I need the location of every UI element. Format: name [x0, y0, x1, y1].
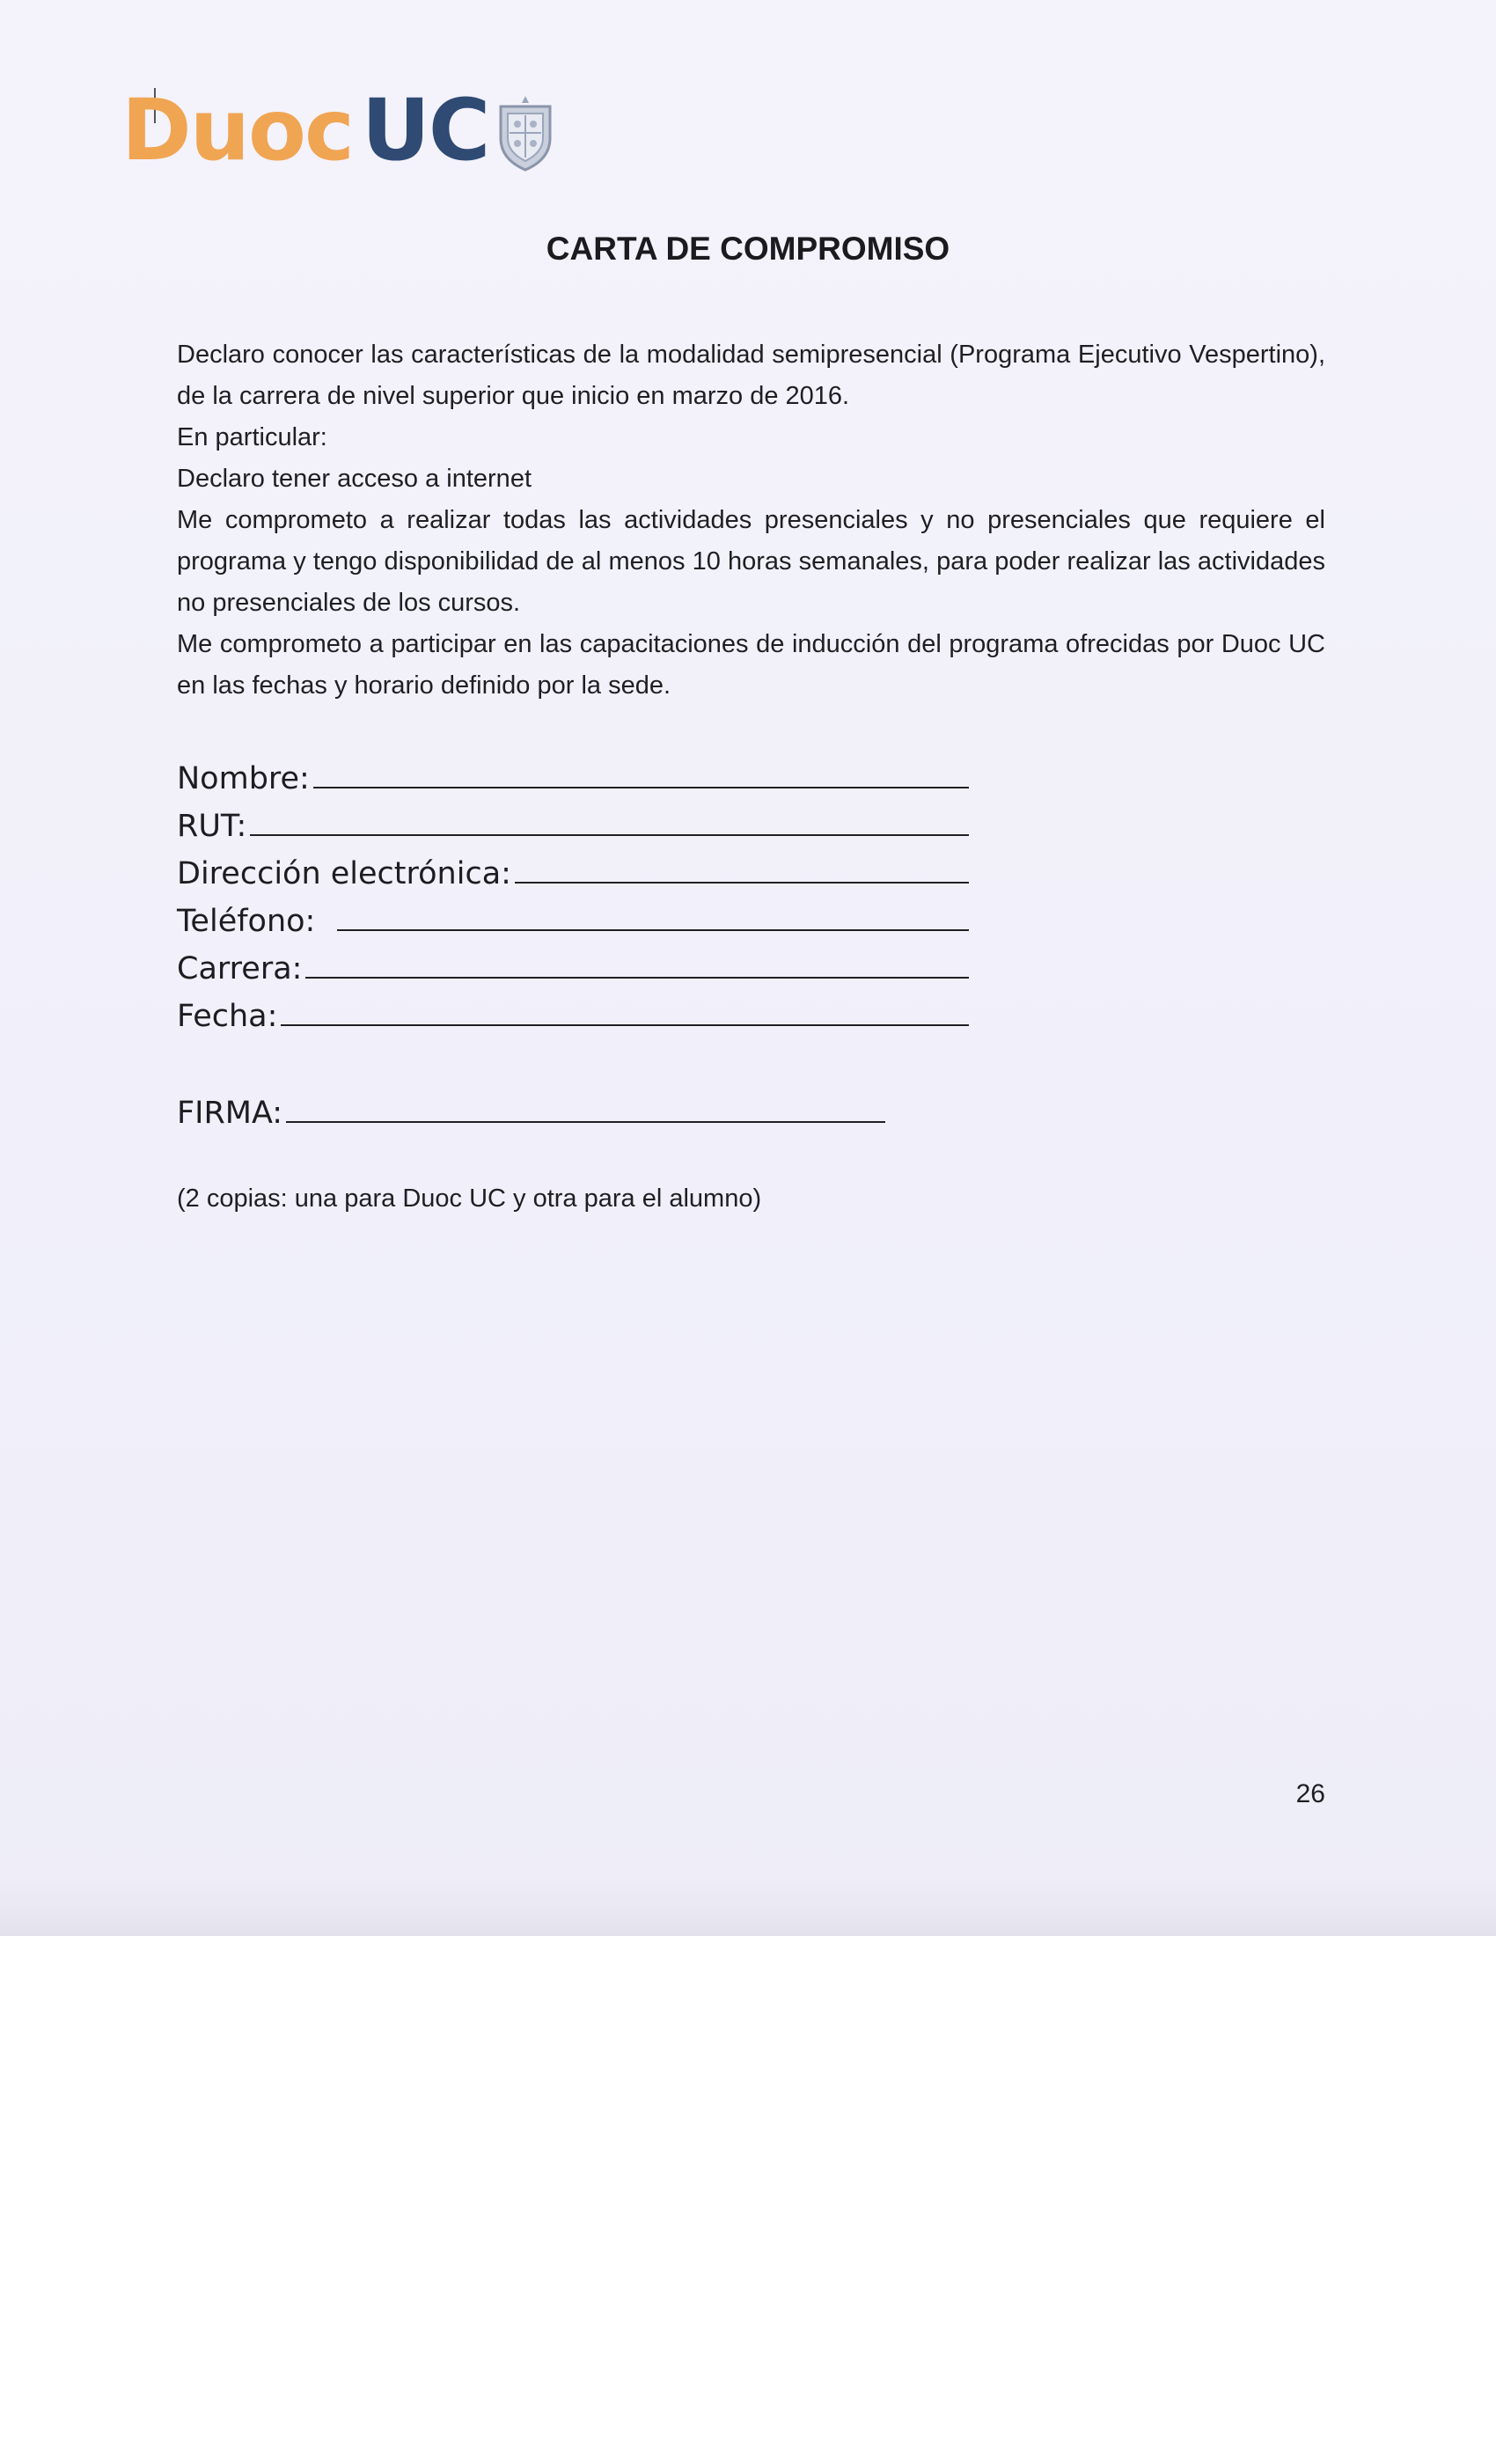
duoc-uc-logo [121, 77, 557, 183]
telefono-input-line[interactable] [337, 929, 969, 931]
field-email [177, 843, 969, 891]
paragraph-in-particular: En particular: [177, 423, 327, 451]
page-number: 26 [1295, 1779, 1325, 1808]
signature-field [177, 1082, 885, 1130]
paragraph-activities: Me comprometo a realizar todas las actividades presenciales y no presenciales que requiere el programa y tengo disponibilidad de al menos 10 horas semanales, para poder realizar las actividades no presenciales de los cursos. [177, 506, 1325, 617]
carrera-input-line[interactable] [305, 977, 969, 979]
paragraph-internet: Declaro tener acceso a internet [177, 465, 532, 493]
field-label: RUT: [177, 808, 247, 844]
commitment-text [177, 334, 1325, 707]
email-input-line[interactable] [515, 882, 969, 884]
fecha-input-line[interactable] [281, 1024, 969, 1026]
paragraph-induction: Me comprometo a participar en las capacitaciones de inducción del programa ofrecidas por Duoc UC en las fechas y horario definido por la sede. [177, 630, 1325, 700]
signature-label: FIRMA: [177, 1095, 283, 1131]
field-nombre [177, 748, 969, 796]
signature-input-line[interactable] [286, 1121, 885, 1123]
field-label: Nombre: [177, 760, 310, 796]
field-label: Dirección electrónica: [177, 855, 511, 891]
field-label: Fecha: [177, 998, 278, 1034]
scan-shadow [0, 1874, 1496, 1936]
field-rut [177, 796, 969, 843]
nombre-input-line[interactable] [313, 787, 969, 788]
university-seal-icon [494, 94, 557, 172]
copies-note: (2 copias: una para Duoc UC y otra para el alumno) [177, 1184, 762, 1213]
field-carrera [177, 938, 969, 986]
logo-word-duoc: Duoc [121, 81, 353, 180]
paragraph-declaration: Declaro conocer las características de la modalidad semipresencial (Programa Ejecutivo Vespertino), de la carrera de nivel superior que inicio en marzo de 2016. [177, 341, 1325, 410]
rut-input-line[interactable] [250, 834, 969, 836]
field-label: Teléfono: [177, 903, 326, 939]
logo-word-uc: UC [361, 81, 489, 180]
field-fecha [177, 986, 969, 1033]
blank-area [0, 1936, 1496, 2464]
document-title: CARTA DE COMPROMISO [546, 231, 950, 267]
field-label: Carrera: [177, 950, 303, 986]
field-telefono [177, 891, 969, 938]
student-form [177, 748, 969, 1033]
